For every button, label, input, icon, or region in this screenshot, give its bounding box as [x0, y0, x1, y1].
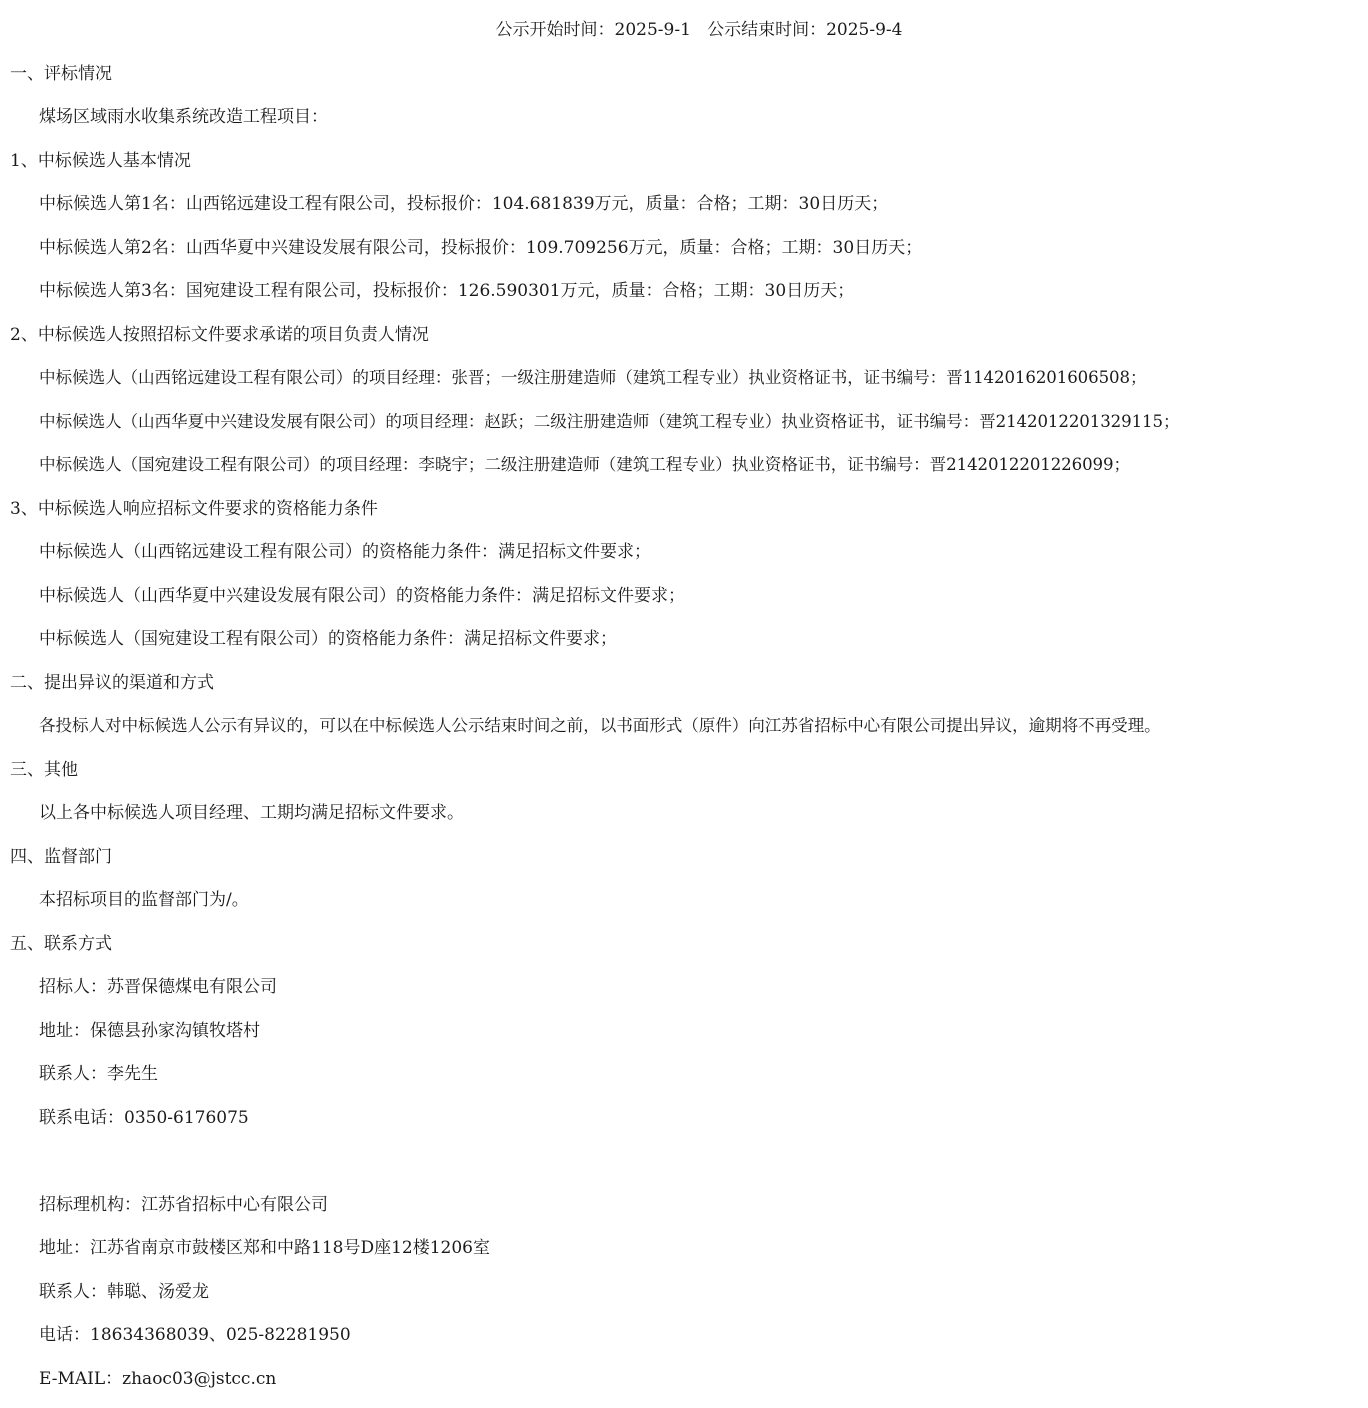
other-text: 以上各中标候选人项目经理、工期均满足招标文件要求。 — [39, 803, 464, 823]
tenderer-contact: 联系人：李先生 — [39, 1064, 158, 1084]
tenderer-phone: 联系电话：0350-6176075 — [39, 1108, 249, 1128]
subsection-title-managers: 2、中标候选人按照招标文件要求承诺的项目负责人情况 — [10, 325, 429, 345]
section-title-contact: 五、联系方式 — [10, 934, 112, 954]
subsection-title-qualifications: 3、中标候选人响应招标文件要求的资格能力条件 — [10, 499, 378, 519]
section-title-other: 三、其他 — [10, 760, 78, 780]
tenderer-address: 地址：保德县孙家沟镇牧塔村 — [39, 1021, 260, 1041]
section-title-supervision: 四、监督部门 — [10, 847, 112, 867]
agency-name: 招标理机构：江苏省招标中心有限公司 — [39, 1195, 328, 1215]
section-title-objection: 二、提出异议的渠道和方式 — [10, 673, 214, 693]
manager-item: 中标候选人（国宛建设工程有限公司）的项目经理：李晓宇；二级注册建造师（建筑工程专业）执业资格证书，证书编号：晋2142012201226099； — [39, 455, 1130, 474]
agency-phone: 电话：18634368039、025-82281950 — [39, 1325, 351, 1345]
qualification-item: 中标候选人（山西铭远建设工程有限公司）的资格能力条件：满足招标文件要求； — [39, 542, 651, 562]
supervision-text: 本招标项目的监督部门为/。 — [39, 890, 249, 910]
objection-text: 各投标人对中标候选人公示有异议的，可以在中标候选人公示结束时间之前，以书面形式（原件）向江苏省招标中心有限公司提出异议，逾期将不再受理。 — [39, 716, 1161, 735]
agency-contact: 联系人：韩聪、汤爱龙 — [39, 1282, 209, 1302]
agency-address: 地址：江苏省南京市鼓楼区郑和中路118号D座12楼1206室 — [39, 1238, 490, 1258]
end-date: 2025-9-4 — [826, 20, 903, 40]
publicity-period — [0, 18, 1368, 42]
tenderer-name: 招标人：苏晋保德煤电有限公司 — [39, 977, 277, 997]
end-label: 公示结束时间： — [707, 20, 827, 40]
manager-item: 中标候选人（山西铭远建设工程有限公司）的项目经理：张晋；一级注册建造师（建筑工程专业）执业资格证书，证书编号：晋1142016201606508； — [39, 368, 1147, 387]
candidate-item: 中标候选人第2名：山西华夏中兴建设发展有限公司，投标报价：109.709256万元，质量：合格；工期：30日历天； — [39, 238, 923, 258]
candidate-item: 中标候选人第1名：山西铭远建设工程有限公司，投标报价：104.681839万元，质量：合格；工期：30日历天； — [39, 194, 889, 214]
project-name: 煤场区域雨水收集系统改造工程项目： — [39, 107, 328, 127]
section-title-evaluation: 一、评标情况 — [10, 64, 112, 84]
candidate-item: 中标候选人第3名：国宛建设工程有限公司，投标报价：126.590301万元，质量：合格；工期：30日历天； — [39, 281, 855, 301]
manager-item: 中标候选人（山西华夏中兴建设发展有限公司）的项目经理：赵跃；二级注册建造师（建筑工程专业）执业资格证书，证书编号：晋2142012201329115； — [39, 412, 1180, 431]
agency-email: E-MAIL：zhaoc03@jstcc.cn — [39, 1369, 277, 1389]
start-date: 2025-9-1 — [614, 20, 691, 40]
qualification-item: 中标候选人（国宛建设工程有限公司）的资格能力条件：满足招标文件要求； — [39, 629, 617, 649]
start-label: 公示开始时间： — [495, 20, 615, 40]
subsection-title-candidates: 1、中标候选人基本情况 — [10, 151, 191, 171]
qualification-item: 中标候选人（山西华夏中兴建设发展有限公司）的资格能力条件：满足招标文件要求； — [39, 586, 685, 606]
